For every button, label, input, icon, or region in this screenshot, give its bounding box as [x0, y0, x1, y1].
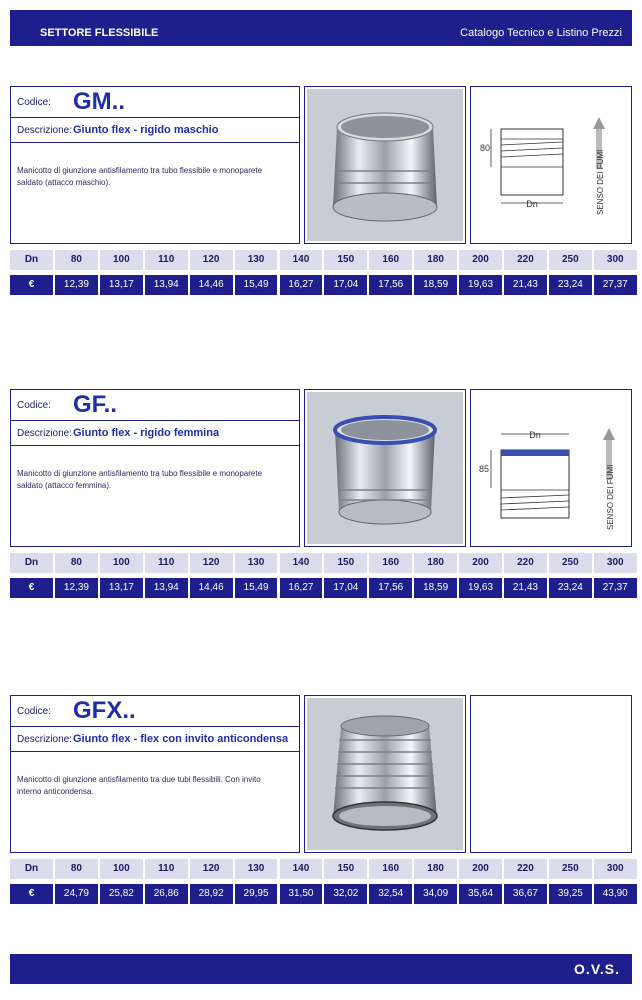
code-label: Codice: — [17, 706, 51, 717]
dn-cell: 250 — [549, 859, 592, 879]
price-cell: 18,59 — [414, 275, 457, 295]
price-cell: 23,24 — [549, 578, 592, 598]
price-cell: 15,49 — [235, 275, 278, 295]
dn-cell: 80 — [55, 553, 98, 573]
price-cell: 21,43 — [504, 578, 547, 598]
dn-cell: 120 — [190, 859, 233, 879]
euro-label: € — [10, 884, 53, 904]
price-cell: 28,92 — [190, 884, 233, 904]
price-cell: 17,04 — [324, 578, 367, 598]
drawing-dimension: 85 — [478, 464, 490, 474]
price-cell: 25,82 — [100, 884, 143, 904]
dn-label: Dn — [10, 553, 53, 573]
product-text: Manicotto di giunzione antisfilamento tra tubo flessibile e monoparete saldato (attacco maschio). — [17, 166, 263, 187]
dn-cell: 100 — [100, 859, 143, 879]
price-cell: 26,86 — [145, 884, 188, 904]
price-cell: 12,39 — [55, 578, 98, 598]
drawing-dn: Dn — [529, 430, 541, 440]
price-cell: 13,94 — [145, 578, 188, 598]
dn-cell: 100 — [100, 250, 143, 270]
dn-cell: 200 — [459, 553, 502, 573]
dn-cell: 220 — [504, 250, 547, 270]
price-cell: 13,17 — [100, 275, 143, 295]
euro-label: € — [10, 275, 53, 295]
dn-cell: 250 — [549, 553, 592, 573]
dn-cell: 300 — [594, 553, 637, 573]
dn-label: Dn — [10, 859, 53, 879]
product-description: Giunto flex - flex con invito anticondensa — [73, 733, 289, 745]
dn-cell: 80 — [55, 859, 98, 879]
code-label: Codice: — [17, 400, 51, 411]
description-row — [11, 421, 299, 446]
info-box — [10, 695, 300, 853]
description-label: Descrizione: — [17, 734, 73, 745]
price-cell: 24,79 — [55, 884, 98, 904]
price-row — [10, 884, 632, 904]
product-code: GM.. — [73, 88, 125, 115]
dn-cell: 110 — [145, 250, 188, 270]
price-cell: 14,46 — [190, 275, 233, 295]
dn-cell: 140 — [280, 859, 323, 879]
description-label: Descrizione: — [17, 125, 73, 136]
price-cell: 19,63 — [459, 578, 502, 598]
brand-name: O.V.S. — [574, 961, 620, 977]
price-cell: 43,90 — [594, 884, 637, 904]
info-box — [10, 389, 300, 547]
dn-cell: 200 — [459, 859, 502, 879]
price-cell: 15,49 — [235, 578, 278, 598]
dn-cell: 300 — [594, 250, 637, 270]
info-box — [10, 86, 300, 244]
dn-cell: 150 — [324, 553, 367, 573]
technical-drawing — [470, 389, 632, 547]
euro-label: € — [10, 578, 53, 598]
price-cell: 35,64 — [459, 884, 502, 904]
price-cell: 27,37 — [594, 275, 637, 295]
dn-label: Dn — [10, 250, 53, 270]
price-cell: 39,25 — [549, 884, 592, 904]
dn-cell: 140 — [280, 553, 323, 573]
dn-row — [10, 250, 632, 270]
price-cell: 31,50 — [280, 884, 323, 904]
dn-cell: 200 — [459, 250, 502, 270]
dn-cell: 80 — [55, 250, 98, 270]
dn-cell: 120 — [190, 553, 233, 573]
price-cell: 17,04 — [324, 275, 367, 295]
code-row — [11, 87, 299, 118]
technical-drawing — [470, 86, 632, 244]
price-cell: 13,17 — [100, 578, 143, 598]
technical-drawing-empty — [470, 695, 632, 853]
product-description: Giunto flex - rigido femmina — [73, 427, 220, 439]
dn-cell: 130 — [235, 553, 278, 573]
product-photo — [304, 86, 466, 244]
dn-cell: 300 — [594, 859, 637, 879]
dn-cell: 110 — [145, 859, 188, 879]
description-row — [11, 727, 299, 752]
dn-cell: 150 — [324, 859, 367, 879]
dn-cell: 160 — [369, 553, 412, 573]
price-row — [10, 578, 632, 598]
page-header — [10, 10, 632, 46]
price-cell: 36,67 — [504, 884, 547, 904]
dn-cell: 180 — [414, 553, 457, 573]
price-cell: 29,95 — [235, 884, 278, 904]
dn-cell: 180 — [414, 250, 457, 270]
dn-row — [10, 553, 632, 573]
code-label: Codice: — [17, 97, 51, 108]
price-cell: 12,39 — [55, 275, 98, 295]
product-photo — [304, 695, 466, 853]
drawing-dn: Dn — [526, 199, 538, 209]
price-cell: 13,94 — [145, 275, 188, 295]
dn-cell: 220 — [504, 859, 547, 879]
drawing-flow-label: SENSO DEI FUMI — [606, 464, 615, 530]
dn-cell: 150 — [324, 250, 367, 270]
product-text: Manicotto di giunzione antisfilamento tra due tubi flessibili. Con invito interno anticondensa. — [17, 775, 261, 796]
dn-cell: 130 — [235, 250, 278, 270]
product-description: Giunto flex - rigido maschio — [73, 124, 219, 136]
price-cell: 17,56 — [369, 578, 412, 598]
price-cell: 18,59 — [414, 578, 457, 598]
price-row — [10, 275, 632, 295]
product-code: GFX.. — [73, 697, 136, 724]
price-cell: 16,27 — [280, 275, 323, 295]
price-cell: 27,37 — [594, 578, 637, 598]
dn-cell: 220 — [504, 553, 547, 573]
dn-cell: 160 — [369, 859, 412, 879]
description-row — [11, 118, 299, 143]
dn-cell: 140 — [280, 250, 323, 270]
description-label: Descrizione: — [17, 428, 73, 439]
section-title: SETTORE FLESSIBILE — [40, 27, 159, 39]
price-cell: 17,56 — [369, 275, 412, 295]
price-cell: 19,63 — [459, 275, 502, 295]
drawing-flow-label: SENSO DEI FUMI — [596, 149, 605, 215]
dn-cell: 100 — [100, 553, 143, 573]
price-cell: 14,46 — [190, 578, 233, 598]
dn-cell: 250 — [549, 250, 592, 270]
code-row — [11, 696, 299, 727]
price-cell: 21,43 — [504, 275, 547, 295]
product-photo — [304, 389, 466, 547]
page-footer — [10, 954, 632, 984]
dn-row — [10, 859, 632, 879]
code-row — [11, 390, 299, 421]
price-cell: 32,54 — [369, 884, 412, 904]
dn-cell: 110 — [145, 553, 188, 573]
price-cell: 16,27 — [280, 578, 323, 598]
dn-cell: 130 — [235, 859, 278, 879]
product-code: GF.. — [73, 391, 118, 418]
dn-cell: 180 — [414, 859, 457, 879]
price-cell: 23,24 — [549, 275, 592, 295]
price-cell: 32,02 — [324, 884, 367, 904]
dn-cell: 160 — [369, 250, 412, 270]
price-cell: 34,09 — [414, 884, 457, 904]
product-text: Manicotto di giunzione antisfilamento tra tubo flessibile e monoparete saldato (attacco femmina). — [17, 469, 263, 490]
drawing-dimension: 80 — [479, 143, 491, 153]
dn-cell: 120 — [190, 250, 233, 270]
catalog-title: Catalogo Tecnico e Listino Prezzi — [460, 27, 622, 39]
